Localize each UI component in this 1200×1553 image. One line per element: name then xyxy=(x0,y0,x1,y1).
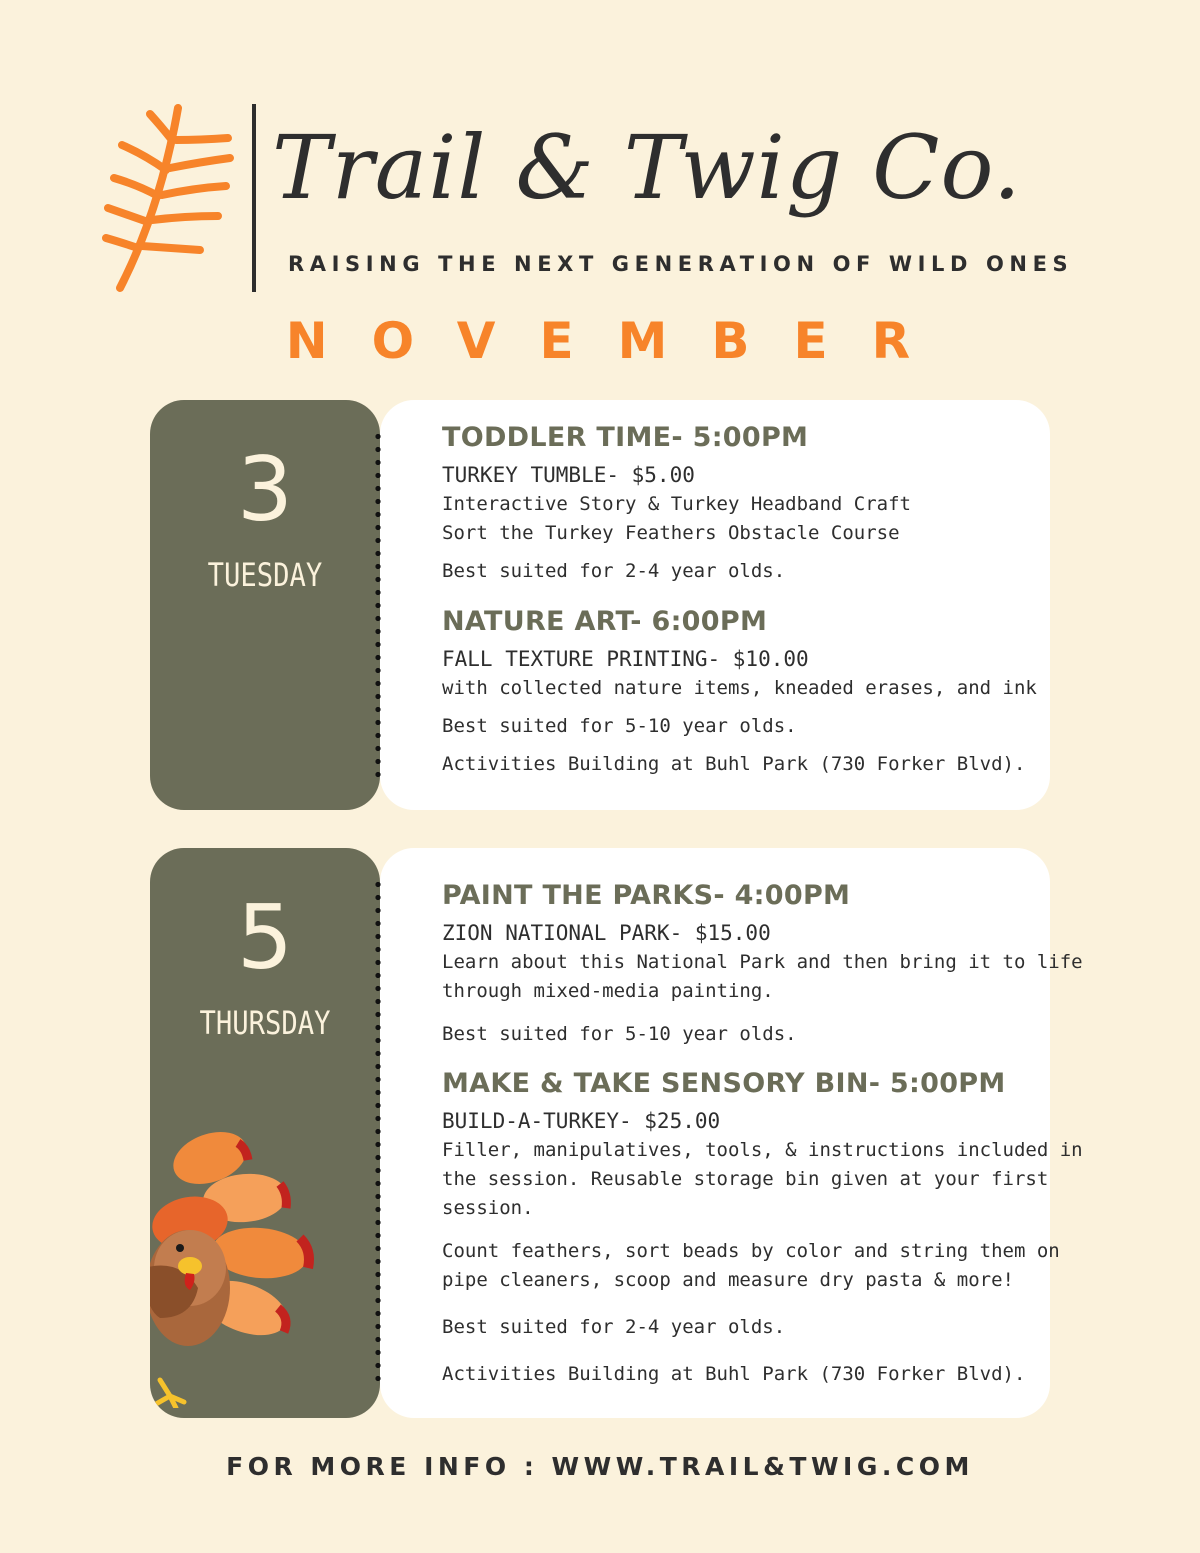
event-age: Best suited for 5-10 year olds. xyxy=(442,1023,797,1045)
event-description: Sort the Turkey Feathers Obstacle Course xyxy=(442,522,900,544)
day-stub xyxy=(150,848,380,1418)
event-description: the session. Reusable storage bin given at your first xyxy=(442,1168,1049,1190)
perforation-divider xyxy=(372,878,384,1388)
event-subtitle: ZION NATIONAL PARK- $15.00 xyxy=(442,921,771,945)
day-block-thursday xyxy=(150,848,1083,1418)
event-title: TODDLER TIME- 5:00PM xyxy=(442,422,809,453)
event-details: pipe cleaners, scoop and measure dry pasta & more! xyxy=(442,1269,1014,1291)
event-subtitle: BUILD-A-TURKEY- $25.00 xyxy=(442,1109,721,1133)
event-block xyxy=(442,1068,1083,1389)
event-description: Filler, manipulatives, tools, & instructions included in xyxy=(442,1139,1083,1161)
event-age: Best suited for 5-10 year olds. xyxy=(442,715,797,737)
perforation-divider xyxy=(372,430,384,780)
leaf-icon xyxy=(100,100,240,295)
event-title: NATURE ART- 6:00PM xyxy=(442,606,768,637)
event-description: Learn about this National Park and then bring it to life xyxy=(442,951,1083,973)
day-number: 5 xyxy=(237,886,293,989)
day-block-tuesday xyxy=(150,400,1050,810)
event-description: with collected nature items, kneaded erases, and ink xyxy=(442,677,1037,699)
event-subtitle: FALL TEXTURE PRINTING- $10.00 xyxy=(442,647,809,671)
event-description: session. xyxy=(442,1197,534,1219)
event-block xyxy=(442,880,1083,1049)
day-weekday: THURSDAY xyxy=(199,1004,331,1042)
day-number: 3 xyxy=(237,438,293,541)
event-details: Count feathers, sort beads by color and string them on xyxy=(442,1240,1060,1262)
header-divider xyxy=(252,104,256,292)
event-title: PAINT THE PARKS- 4:00PM xyxy=(442,880,851,911)
brand-name: Trail & Twig Co. xyxy=(272,116,1022,219)
event-location: Activities Building at Buhl Park (730 Forker Blvd). xyxy=(442,1363,1026,1385)
footer-info: FOR MORE INFO : WWW.TRAIL&TWIG.COM xyxy=(226,1452,974,1481)
day-weekday: TUESDAY xyxy=(207,556,323,594)
brand-tagline: RAISING THE NEXT GENERATION OF WILD ONES xyxy=(288,252,1074,276)
event-description: Interactive Story & Turkey Headband Craft xyxy=(442,493,911,515)
turkey-illustration xyxy=(150,1118,330,1408)
event-block xyxy=(442,606,1037,779)
event-subtitle: TURKEY TUMBLE- $5.00 xyxy=(442,463,695,487)
event-location: Activities Building at Buhl Park (730 Forker Blvd). xyxy=(442,753,1026,775)
event-age: Best suited for 2-4 year olds. xyxy=(442,1316,786,1338)
event-age: Best suited for 2-4 year olds. xyxy=(442,560,786,582)
day-stub xyxy=(150,400,380,810)
month-title: NOVEMBER xyxy=(285,312,955,370)
event-description: through mixed-media painting. xyxy=(442,980,774,1002)
event-block xyxy=(442,422,1022,586)
event-title: MAKE & TAKE SENSORY BIN- 5:00PM xyxy=(442,1068,1006,1099)
